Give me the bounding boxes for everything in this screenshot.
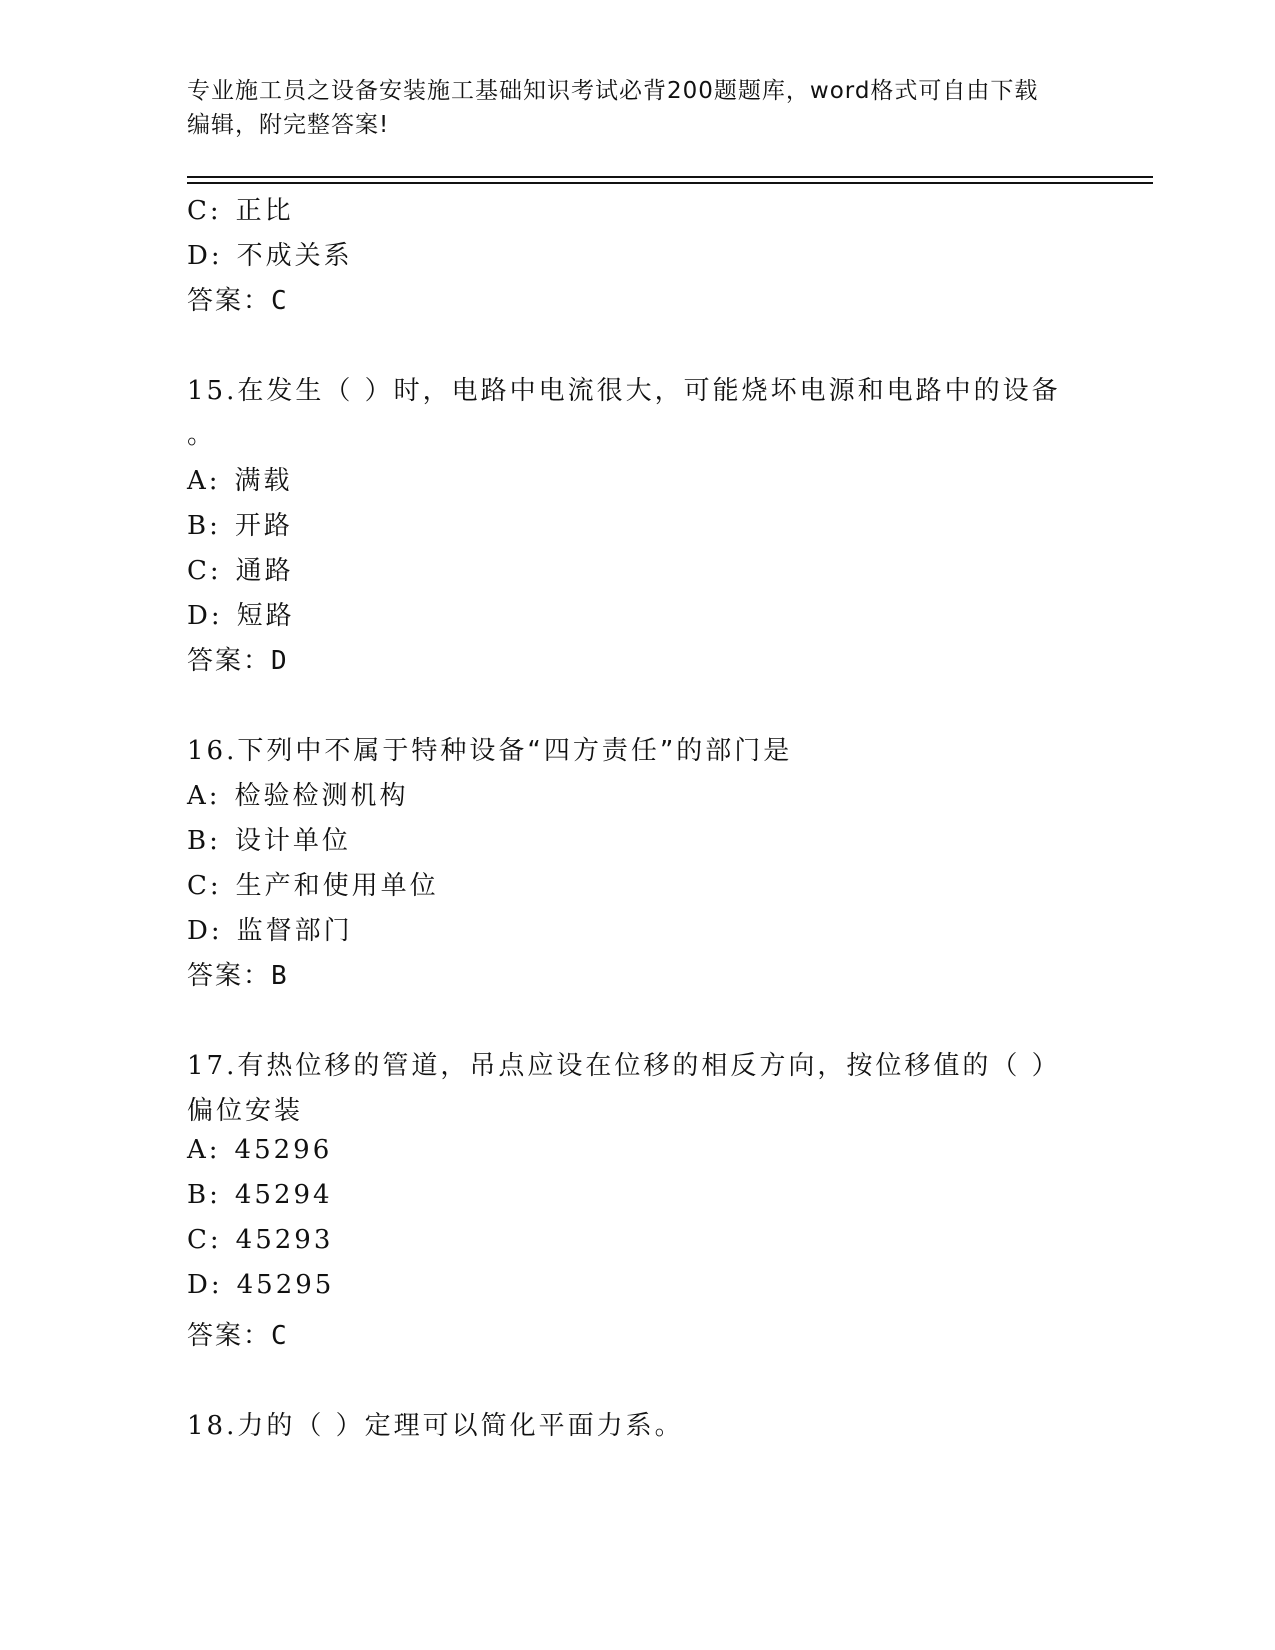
option-text: 生产和使用单位 [235, 871, 439, 901]
question-stem-line-1: 有热位移的管道，吊点应设在位移的相反方向，按位移值的（ ） [237, 1051, 1061, 1081]
option-text: 短路 [236, 601, 295, 631]
option-label: C: [187, 1225, 222, 1255]
option-label: D: [187, 1270, 223, 1300]
q17-stem-line-2: 偏位安装 [187, 1096, 304, 1126]
answer-value: B [271, 961, 289, 991]
option-label: D: [187, 601, 223, 631]
option-text: 45293 [235, 1225, 334, 1255]
option-text: 45294 [234, 1180, 333, 1210]
question-number: 16. [187, 736, 238, 766]
option-text: 检验检测机构 [234, 781, 409, 811]
question-stem-line-1: 在发生（ ）时，电路中电流很大，可能烧坏电源和电路中的设备 [237, 376, 1061, 406]
q14-option-d [187, 235, 353, 272]
header-divider-top [187, 176, 1153, 178]
option-text: 通路 [235, 556, 294, 586]
answer-value: C [271, 1321, 289, 1351]
q17-option-c [187, 1225, 333, 1255]
q16-option-c [187, 865, 439, 902]
q16-option-b [187, 820, 351, 857]
option-text: 设计单位 [234, 826, 351, 856]
question-stem-line-1: 力的（ ）定理可以简化平面力系。 [237, 1411, 684, 1441]
q16-option-d [187, 910, 353, 947]
q15-option-a [187, 460, 293, 497]
q16-option-a [187, 775, 409, 812]
q15-stem-line-2: 。 [187, 420, 217, 450]
option-text: 开路 [234, 511, 293, 541]
option-label: C: [187, 196, 222, 226]
option-text: 45295 [236, 1270, 335, 1300]
answer-value: C [271, 286, 289, 316]
q15-option-b [187, 505, 293, 542]
option-text: 监督部门 [236, 916, 353, 946]
q17-answer [187, 1315, 289, 1352]
option-label: B: [187, 826, 221, 856]
option-text: 满载 [234, 466, 293, 496]
answer-label: 答案： [187, 646, 272, 676]
q15-stem [187, 370, 1061, 407]
option-text: 不成关系 [236, 241, 353, 271]
option-label: B: [187, 511, 221, 541]
answer-label: 答案： [187, 1321, 272, 1351]
option-label: C: [187, 871, 222, 901]
option-text: 45296 [234, 1135, 333, 1165]
header-divider-bottom [187, 182, 1153, 184]
document-header [187, 74, 1087, 142]
q17-option-b [187, 1180, 333, 1210]
q18-stem [187, 1405, 684, 1442]
q17-option-a [187, 1135, 332, 1165]
answer-label: 答案： [187, 961, 272, 991]
question-number: 18. [187, 1411, 238, 1441]
option-label: A: [187, 466, 221, 496]
q16-stem [187, 730, 792, 767]
q14-answer [187, 280, 289, 317]
question-number: 15. [187, 376, 238, 406]
q16-answer [187, 955, 289, 992]
option-label: D: [187, 241, 223, 271]
q15-option-d [187, 595, 295, 632]
answer-label: 答案： [187, 286, 272, 316]
option-label: A: [187, 781, 221, 811]
q17-option-d [187, 1270, 334, 1300]
question-number: 17. [187, 1051, 238, 1081]
q15-option-c [187, 550, 294, 587]
option-label: C: [187, 556, 222, 586]
header-line-1: 专业施工员之设备安装施工基础知识考试必背200题题库，word格式可自由下载 [187, 78, 1039, 104]
header-line-2: 编辑，附完整答案! [187, 112, 390, 138]
option-label: A: [187, 1135, 221, 1165]
q17-stem [187, 1045, 1061, 1082]
option-text: 正比 [235, 196, 294, 226]
q14-option-c [187, 190, 294, 227]
option-label: D: [187, 916, 223, 946]
question-stem-line-1: 下列中不属于特种设备“四方责任”的部门是 [237, 736, 793, 766]
answer-value: D [271, 646, 289, 676]
q15-answer [187, 640, 289, 677]
option-label: B: [187, 1180, 221, 1210]
